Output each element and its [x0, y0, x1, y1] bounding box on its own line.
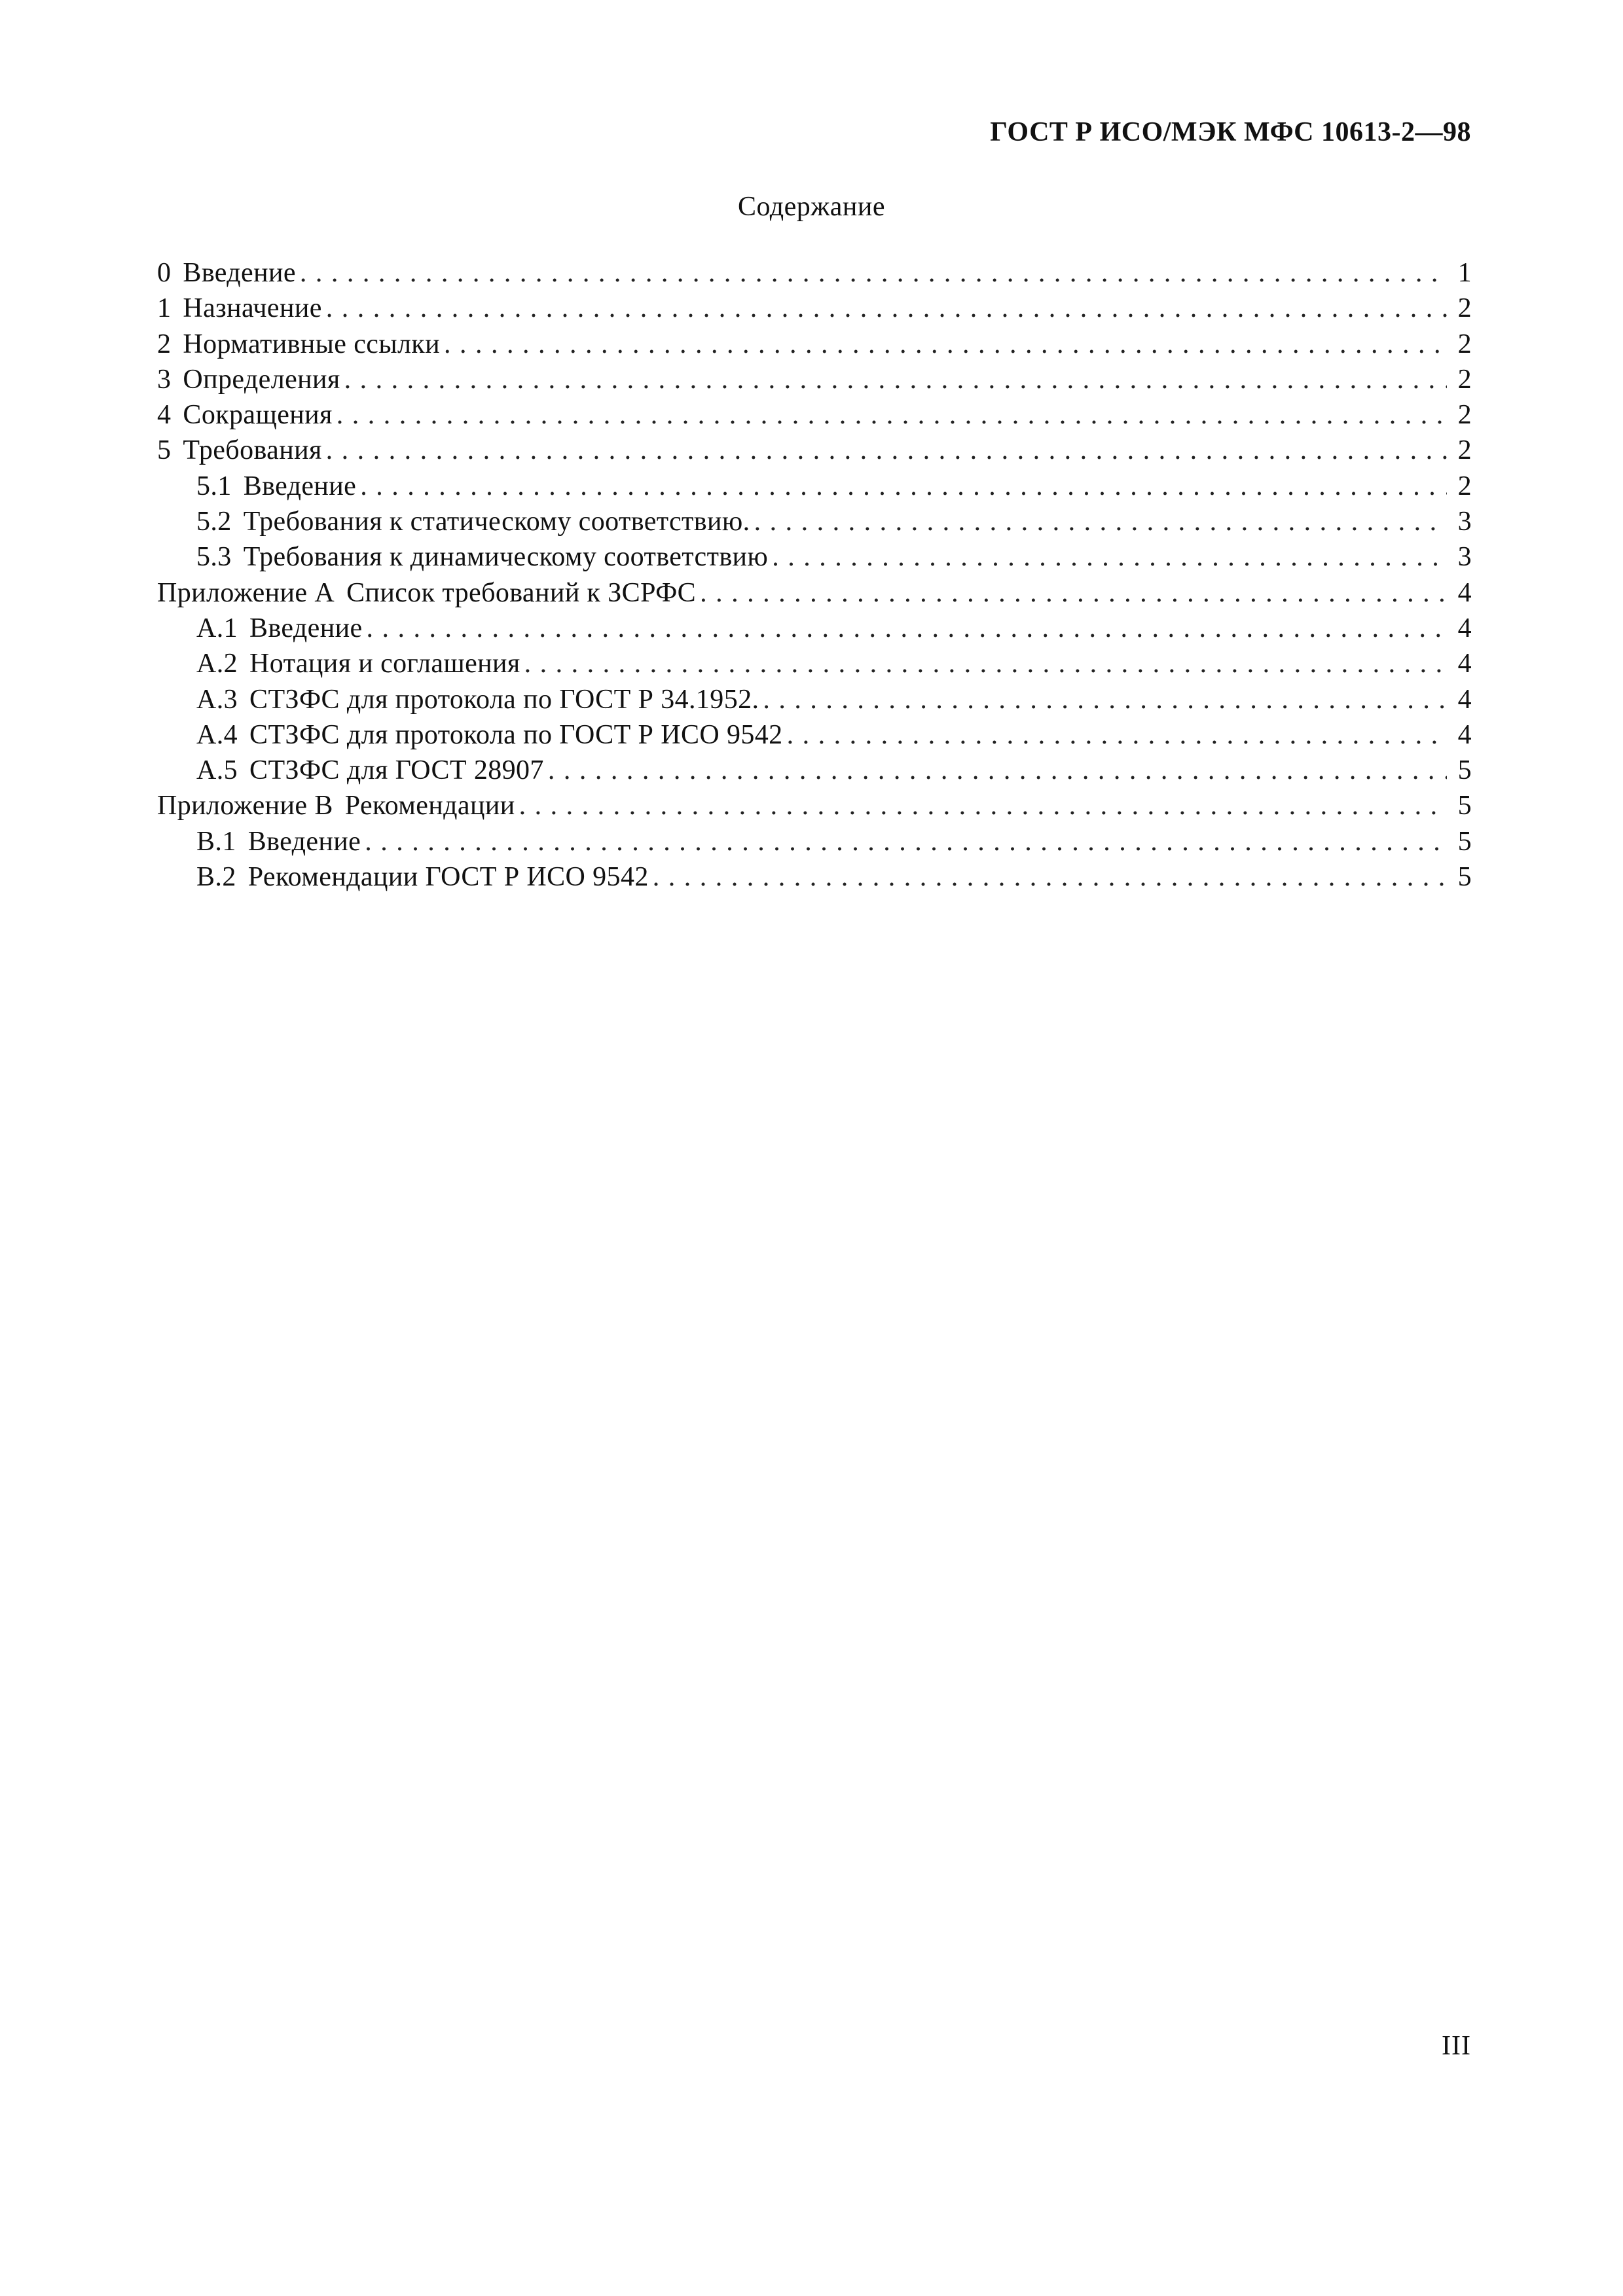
toc-entry-number: 5.2: [196, 507, 232, 537]
toc-entry-text: СТЗФС для ГОСТ 28907: [249, 755, 544, 786]
toc-entry-number: А.4: [196, 719, 238, 750]
toc-entry-number: А.1: [196, 613, 238, 643]
toc-entry-page: 2: [1457, 329, 1472, 359]
toc-entry-page: 5: [1457, 755, 1472, 786]
dot-leader: [344, 362, 1447, 397]
toc-entry-number: А.2: [196, 649, 238, 679]
dot-leader: [300, 255, 1447, 291]
toc-entry-number: 5.3: [196, 542, 232, 573]
document-code-header: ГОСТ Р ИСО/МЭК МФС 10613-2—98: [990, 117, 1471, 147]
toc-entry-page: 3: [1457, 507, 1472, 537]
dot-leader: [772, 539, 1447, 575]
dot-leader: [754, 504, 1447, 539]
toc-entry[interactable]: [157, 255, 1472, 291]
dot-leader: [365, 824, 1447, 859]
toc-entry-text: Сокращения: [183, 400, 333, 431]
toc-entry-page: 4: [1457, 577, 1472, 608]
toc-entry-text: Требования к статическому соответствию.: [243, 507, 750, 537]
toc-entry-number: 5.1: [196, 471, 232, 501]
dot-leader: [326, 433, 1447, 468]
toc-entry-label: [196, 682, 759, 717]
toc-entry-number: 0: [157, 258, 172, 288]
toc-entry-text: Введение: [183, 258, 296, 288]
dot-leader: [367, 611, 1447, 646]
dot-leader: [444, 327, 1447, 362]
dot-leader: [653, 859, 1447, 895]
toc-entry-page: 2: [1457, 471, 1472, 501]
toc-entry-text: Требования: [183, 435, 322, 466]
toc-entry-page: 2: [1457, 364, 1472, 395]
dot-leader: [337, 397, 1447, 433]
toc-entry-label: [196, 646, 520, 681]
toc-entry-label: [196, 824, 361, 859]
toc-entry-text: Рекомендации: [344, 791, 515, 821]
toc-entry-label: [157, 433, 322, 468]
toc-entry-text: СТЗФС для протокола по ГОСТ Р ИСО 9542: [249, 719, 783, 750]
toc-subentry[interactable]: [157, 646, 1472, 681]
toc-entry-number: В.2: [196, 862, 236, 893]
page-number: III: [1442, 2031, 1471, 2061]
toc-entry-text: Нормативные ссылки: [183, 329, 440, 359]
toc-entry[interactable]: [157, 291, 1472, 326]
toc-subentry[interactable]: [157, 682, 1472, 717]
toc-entry-label: [196, 539, 768, 575]
table-of-contents: [157, 255, 1472, 895]
toc-entry-text: Введение: [243, 471, 357, 501]
toc-entry-text: Рекомендации ГОСТ Р ИСО 9542: [247, 862, 649, 893]
toc-entry-label: [157, 255, 296, 291]
toc-entry-page: 4: [1457, 649, 1472, 679]
toc-entry-page: 5: [1457, 791, 1472, 821]
toc-entry[interactable]: [157, 327, 1472, 362]
dot-leader: [360, 469, 1447, 504]
toc-entry-text: Определения: [183, 364, 340, 395]
toc-entry-label: [196, 469, 356, 504]
toc-entry-number: 1: [157, 293, 172, 324]
toc-entry-label: [157, 362, 340, 397]
toc-entry[interactable]: [157, 788, 1472, 823]
dot-leader: [548, 753, 1447, 788]
toc-subentry[interactable]: [157, 859, 1472, 895]
toc-subentry[interactable]: [157, 753, 1472, 788]
toc-entry-label: [196, 859, 649, 895]
toc-entry-label: [157, 327, 440, 362]
toc-entry-text: Назначение: [183, 293, 322, 324]
toc-entry-page: 4: [1457, 613, 1472, 643]
toc-entry-label: [157, 291, 322, 326]
toc-entry-label: [157, 788, 515, 823]
toc-entry-page: 2: [1457, 293, 1472, 324]
toc-entry[interactable]: [157, 433, 1472, 468]
toc-entry-number: А.3: [196, 684, 238, 715]
toc-entry-label: [157, 575, 696, 611]
toc-entry[interactable]: [157, 362, 1472, 397]
toc-entry-page: 1: [1457, 258, 1472, 288]
toc-subentry[interactable]: [157, 611, 1472, 646]
toc-entry-number: 4: [157, 400, 172, 431]
toc-entry-number: Приложение В: [157, 791, 333, 821]
toc-title: Содержание: [737, 192, 886, 222]
toc-entry-page: 4: [1457, 719, 1472, 750]
dot-leader: [763, 682, 1447, 717]
toc-subentry[interactable]: [157, 824, 1472, 859]
toc-entry-text: Введение: [249, 613, 363, 643]
toc-subentry[interactable]: [157, 504, 1472, 539]
toc-subentry[interactable]: [157, 539, 1472, 575]
toc-entry-number: 3: [157, 364, 172, 395]
dot-leader: [787, 717, 1447, 753]
toc-entry[interactable]: [157, 575, 1472, 611]
toc-entry-label: [196, 504, 750, 539]
toc-entry-page: 5: [1457, 826, 1472, 857]
toc-entry-text: Список требований к ЗСРФС: [346, 577, 697, 608]
toc-entry[interactable]: [157, 397, 1472, 433]
dot-leader: [700, 575, 1447, 611]
toc-entry-label: [196, 753, 544, 788]
toc-entry-number: В.1: [196, 826, 236, 857]
toc-entry-label: [196, 717, 783, 753]
toc-subentry[interactable]: [157, 717, 1472, 753]
toc-entry-label: [157, 397, 333, 433]
toc-entry-page: 3: [1457, 542, 1472, 573]
toc-entry-text: СТЗФС для протокола по ГОСТ Р 34.1952.: [249, 684, 759, 715]
toc-subentry[interactable]: [157, 469, 1472, 504]
toc-entry-text: Требования к динамическому соответствию: [243, 542, 769, 573]
toc-entry-text: Введение: [247, 826, 361, 857]
toc-entry-page: 2: [1457, 435, 1472, 466]
dot-leader: [519, 788, 1447, 823]
toc-entry-number: Приложение А: [157, 577, 335, 608]
dot-leader: [524, 646, 1447, 681]
toc-entry-number: А.5: [196, 755, 238, 786]
dot-leader: [326, 291, 1447, 326]
toc-entry-page: 2: [1457, 400, 1472, 431]
toc-entry-number: 2: [157, 329, 172, 359]
toc-entry-page: 4: [1457, 684, 1472, 715]
toc-entry-label: [196, 611, 363, 646]
toc-entry-page: 5: [1457, 862, 1472, 893]
toc-entry-text: Нотация и соглашения: [249, 649, 520, 679]
toc-entry-number: 5: [157, 435, 172, 466]
